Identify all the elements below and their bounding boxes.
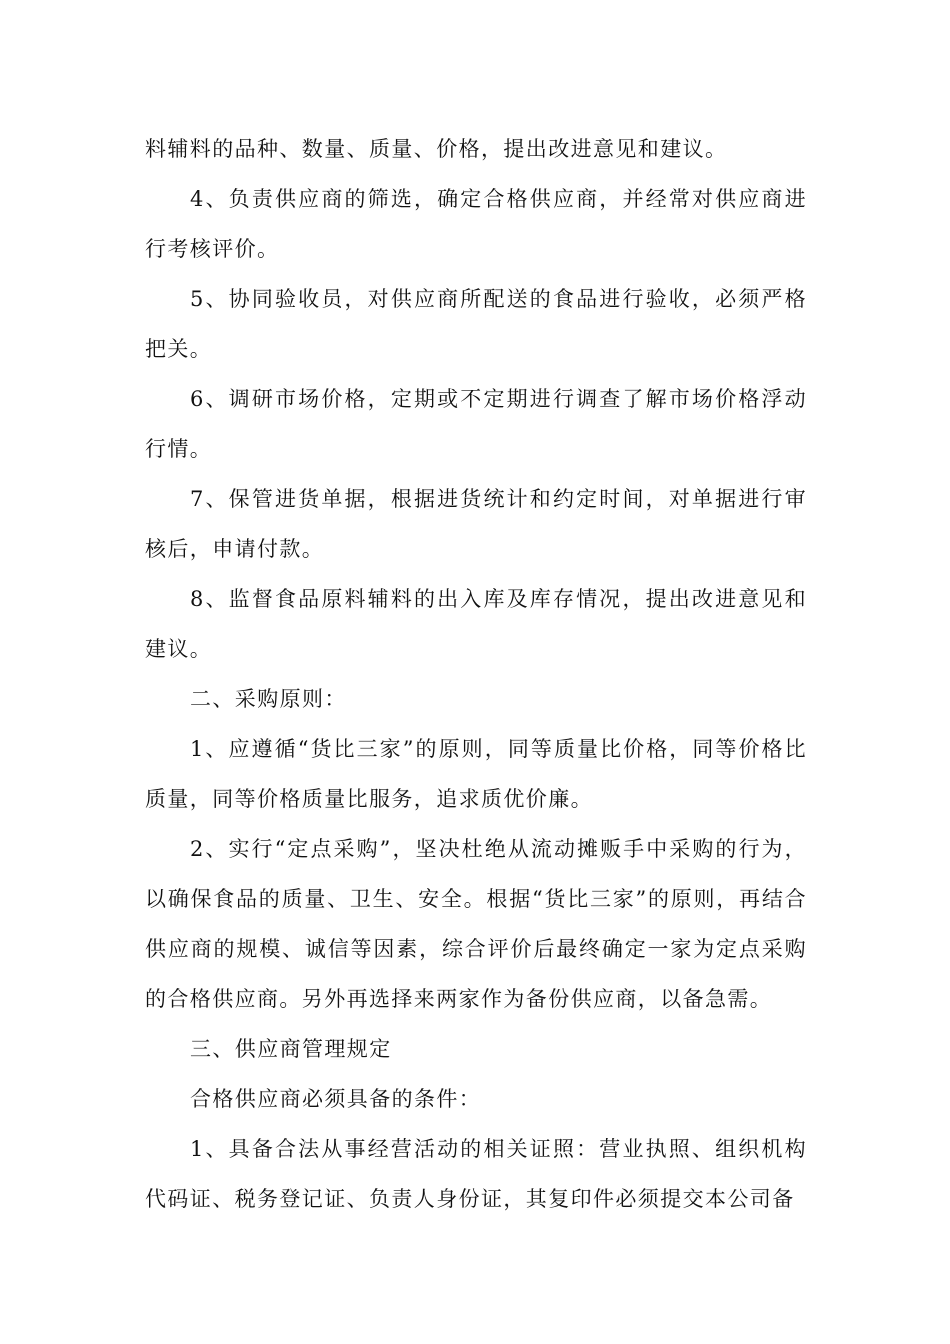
paragraph-continuation: 料辅料的品种、数量、质量、价格，提出改进意见和建议。 <box>145 137 728 161</box>
paragraph-item-5: 5、协同验收员，对供应商所配送的食品进行验收，必须严格把关。 <box>145 287 807 361</box>
paragraph-item-8: 8、监督食品原料辅料的出入库及库存情况，提出改进意见和建议。 <box>145 587 807 661</box>
paragraph-item-4: 4、负责供应商的筛选，确定合格供应商，并经常对供应商进行考核评价。 <box>145 187 807 261</box>
paragraph-condition-1: 1、具备合法从事经营活动的相关证照：营业执照、组织机构代码证、税务登记证、负责人身份证，其复印件必须提交本公司备 <box>145 1137 807 1211</box>
paragraph-item-7: 7、保管进货单据，根据进货统计和约定时间，对单据进行审核后，申请付款。 <box>145 487 807 561</box>
section-heading-procurement-principles: 二、采购原则： <box>190 687 347 711</box>
paragraph-item-6: 6、调研市场价格，定期或不定期进行调查了解市场价格浮动行情。 <box>145 387 807 461</box>
section-heading-supplier-rules: 三、供应商管理规定 <box>190 1037 392 1061</box>
paragraph-principle-2: 2、实行“定点采购”，坚决杜绝从流动摊贩手中采购的行为，以确保食品的质量、卫生、安全。根据“货比三家”的原则，再结合供应商的规模、诚信等因素，综合评价后最终确定一家为定点采购的合格供应商。另外再选择来两家作为备份供应商，以备急需。 <box>145 837 807 1011</box>
paragraph-principle-1: 1、应遵循“货比三家”的原则，同等质量比价格，同等价格比质量，同等价格质量比服务，追求质优价廉。 <box>145 737 807 811</box>
paragraph-conditions-intro: 合格供应商必须具备的条件： <box>190 1087 482 1111</box>
